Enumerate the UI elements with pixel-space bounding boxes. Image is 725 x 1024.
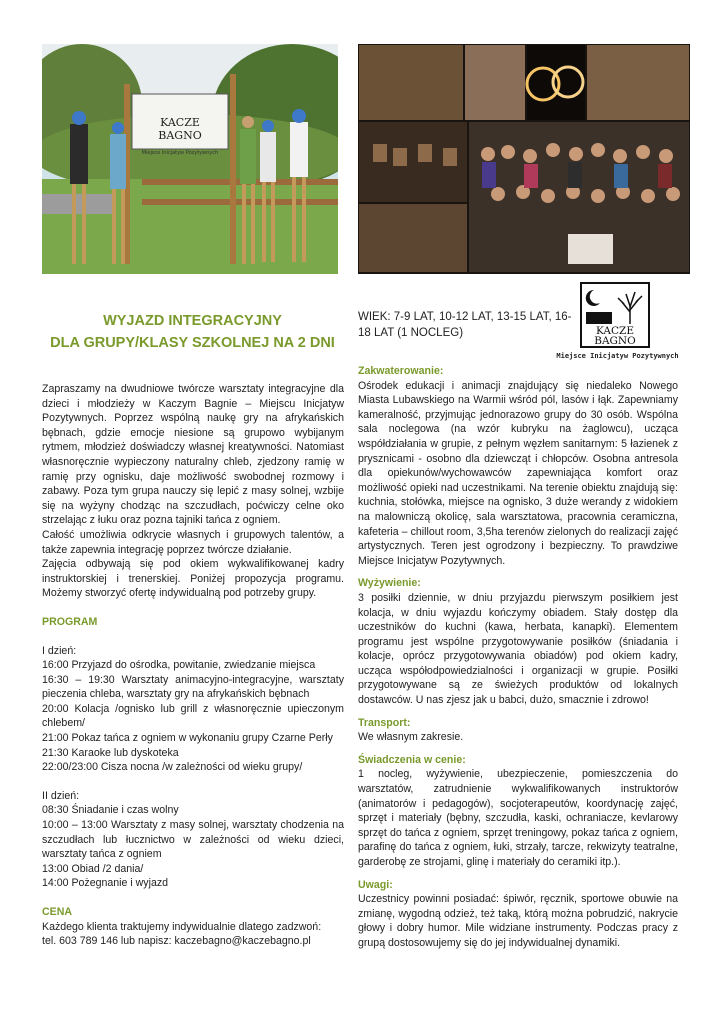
- notes-text: Uczestnicy powinni posiadać: śpiwór, ręcznik, sportowe obuwie na zmianę, wygodną odzież, też taką, którą można pobrudzić, nakrycie głowy i dobry humor. Mile widziane instrumenty. Podczas pracy z grupą dostosowujemy się do jej indywidualnej dynamiki.: [358, 893, 678, 949]
- price-heading: CENA: [42, 906, 73, 918]
- price-text: Każdego klienta traktujemy indywidualnie dlatego zadzwoń:: [42, 920, 322, 933]
- title-line-2: DLA GRUPY/KLASY SZKOLNEJ NA 2 DNI: [50, 335, 335, 351]
- contact-text[interactable]: tel. 603 789 146 lub napisz: kaczebagno@kaczebagno.pl: [42, 935, 311, 948]
- accommodation-text: Ośrodek edukacji i animacji znajdujący się niedaleko Nowego Miasta Lubawskiego na Warmii wśród pól, lasów i łąk. Zapewniamy kameralność, przyjmując jednorazowo grupy do 30 osób. Wspólna sala noclegowa (na wzór kubryku na żaglowcu), ucząca współdziałania w grupie, z pełnym węzłem sanitarnym: 5 łazienek z prysznicami - osobno dla dziewcząt i chłopców. Osobna antresola dla opiekunów/wychowawców zapewniająca komfort oraz możliwość opieki nad uczestnikami. Na terenie obiektu znajdują się: kuchnia, stołówka, miejsce na ognisko, 3 duże werandy z widokiem na malowniczą okolicę, sala warsztatowa, pracownia ceramiczna, kafeteria – chillout room, 3,5ha terenów zielonych do realizacji zajęć artystycznych. Teren jest ogrodzony i bezpieczny. To prawdziwe Miejsce Inicjatyw Pozytywnych.: [358, 379, 678, 567]
- banner-text-2: BAGNO: [158, 129, 202, 142]
- kacze-bagno-logo: [580, 282, 650, 348]
- day-1-title: I dzień:: [42, 644, 77, 657]
- left-column: [42, 382, 344, 949]
- schedule-item: 08:30 Śniadanie i czas wolny: [42, 804, 179, 817]
- logo-line-1: KACZE: [596, 325, 634, 337]
- schedule-item: 21:30 Karaoke lub dyskoteka: [42, 746, 179, 759]
- day-2-title: II dzień:: [42, 789, 80, 802]
- photo-collage: [358, 44, 690, 274]
- page-title: [40, 310, 345, 354]
- program-heading: PROGRAM: [42, 615, 98, 628]
- logo-line-2: BAGNO: [594, 335, 636, 347]
- schedule-item: 20:00 Kolacja /ognisko lub grill z własnoręcznie upieczonym chlebem/: [42, 702, 344, 730]
- intro-paragraph-1: Zapraszamy na dwudniowe twórcze warsztaty integracyjne dla dzieci i młodzieży w Kaczym Bagnie – Miejscu Inicjatyw Pozytywnych. Poprzez wspólną naukę gry na afrykańskich bębnach, gdzie emocje niesione są grupowo wybijanym rytmem, młodzież doświadczy własnej kreatywności. Natomiast własnoręcznie wypieczony naturalny chleb, zjedzony ramię w ramię przy ognisku, daje możliwość swobodnej rozmowy i zabawy. Poza tym grupa nauczy się lepić z masy solnej, wzbije się na wyżyny chodząc na szczudłach, poćwiczy celne oko strzelając z łuku oraz pozna tajniki tańca z ogniem.: [42, 383, 344, 527]
- transport-text: We własnym zakresie.: [358, 731, 464, 744]
- intro-paragraph-3: Zajęcia odbywają się pod okiem wykwalifikowanej kadry instruktorskiej i trenerskiej. Poniżej propozycja programu. Możemy stworzyć ofertę indywidualną pod potrzeby grupy.: [42, 558, 344, 600]
- right-column: [358, 364, 678, 951]
- schedule-item: 22:00/23:00 Cisza nocna /w zależności od wieku grupy/: [42, 761, 303, 774]
- food-heading: Wyżywienie:: [358, 577, 421, 590]
- banner-caption: Miejsce Inicjatyw Pozytywnych: [141, 150, 219, 156]
- schedule-item: 10:00 – 13:00 Warsztaty z masy solnej, warsztaty chodzenia na szczudłach lub łucznictwo w zależności od wieku dzieci, warsztaty tańca z ogniem: [42, 819, 344, 861]
- transport-heading: Transport:: [358, 716, 411, 729]
- intro-paragraph-2: Całość umożliwia odkrycie własnych i grupowych talentów, a także zapewnia integrację poprzez twórcze działanie.: [42, 528, 344, 556]
- photo-stilts: [42, 44, 338, 274]
- title-line-1: WYJAZD INTEGRACYJNY: [103, 313, 282, 329]
- banner-text-1: KACZE: [160, 116, 200, 129]
- schedule-item: 16:00 Przyjazd do ośrodka, powitanie, zwiedzanie miejsca: [42, 659, 316, 672]
- program-day-1: [42, 644, 344, 775]
- accommodation-heading: Zakwaterowanie:: [358, 365, 444, 377]
- program-day-2: [42, 789, 344, 891]
- services-heading: Świadczenia w cenie:: [358, 753, 466, 766]
- schedule-item: 13:00 Obiad /2 dania/: [42, 862, 144, 875]
- schedule-item: 14:00 Pożegnanie i wyjazd: [42, 877, 169, 890]
- food-text: 3 posiłki dziennie, w dniu przyjazdu pierwszym posiłkiem jest kolacja, w dniu wyjazdu kończymy obiadem. Stały dostęp dla uczestników do kuchni (kawa, herbata, kanapki). Elementem programu jest wspólne przygotowywanie posiłków (śniadania i kolacje, oprócz przygotowywania obiadów) pod okiem kadry, ucząca współodpowiedzialności i organizacji w grupie. Posiłki przygotowywane są ze świeżych produktów od lokalnych dostawców. U nas zjesz jak u babci, dużo, smacznie i zdrowo!: [358, 591, 678, 707]
- services-text: 1 nocleg, wyżywienie, ubezpieczenie, pomieszczenia do warsztatów, zatrudnienie wykwalifikowanych instruktorów (animatorów i pedagogów), socjoterapeutów, koordynację zajęć, sprzęt i materiały (bębny, szczudła, kaski, ochraniacze, kevlarowy sprzęt do tańca z ogniem, sprzęt treningowy, pokaz tańca z ogniem, parafinę do tańca z ogniem, łuki, strzały, tarcze, rekwizyty teatralne, garderobę ze strojami, glinę i materiały do ceramiki itp.).: [358, 768, 678, 868]
- logo-caption: Miejsce Inicjatyw Pozytywnych: [556, 352, 679, 360]
- schedule-item: 21:00 Pokaz tańca z ogniem w wykonaniu grupy Czarne Perły: [42, 732, 333, 745]
- schedule-item: 16:30 – 19:30 Warsztaty animacyjno-integracyjne, warsztaty pieczenia chleba, warsztaty gry na afrykańskich bębnach: [42, 673, 344, 701]
- notes-heading: Uwagi:: [358, 878, 393, 891]
- age-info: WIEK: 7-9 LAT, 10-12 LAT, 13-15 LAT, 16-18 LAT (1 NOCLEG): [358, 311, 572, 339]
